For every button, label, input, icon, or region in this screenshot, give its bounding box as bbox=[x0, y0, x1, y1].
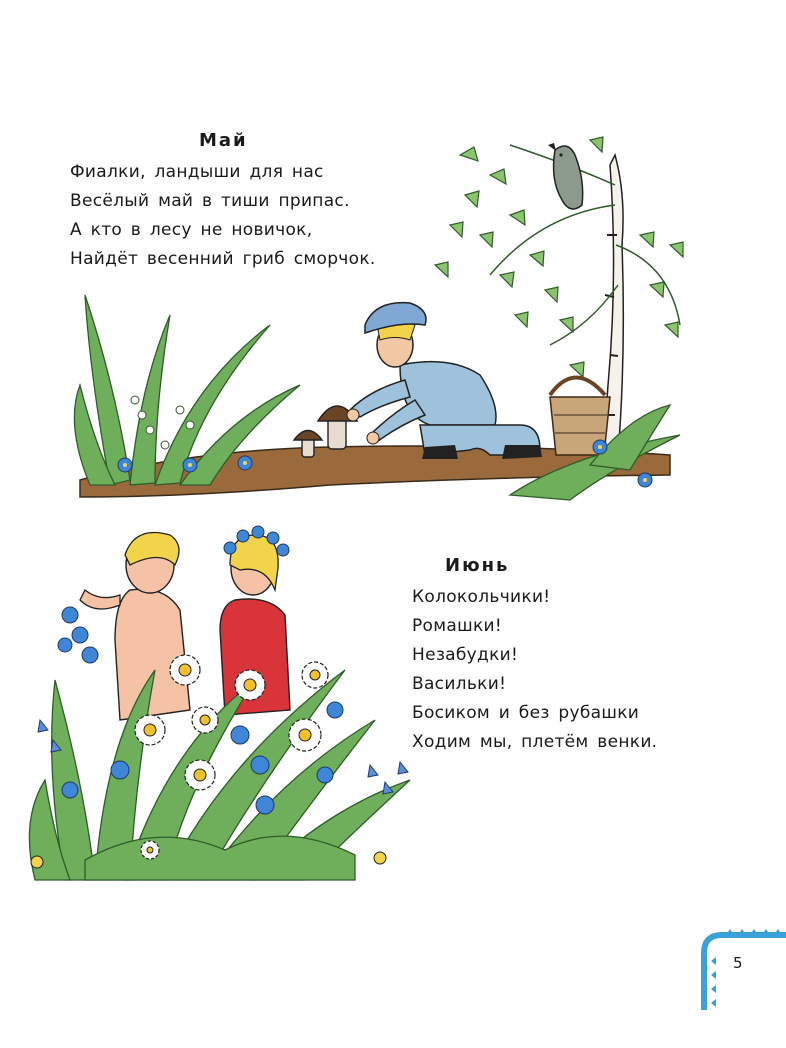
june-poem-title: Июнь bbox=[445, 555, 510, 576]
bird bbox=[548, 143, 583, 209]
poem-line: Найдёт весенний гриб сморчок. bbox=[70, 249, 376, 269]
poem-line: Фиалки, ландыши для нас bbox=[70, 162, 324, 182]
poem-line: Ходим мы, плетём венки. bbox=[412, 732, 658, 752]
poem-line: Колокольчики! bbox=[412, 587, 551, 607]
triangle-border-icon bbox=[711, 929, 782, 1007]
poem-line: Весёлый май в тиши припас. bbox=[70, 191, 350, 211]
page-corner-ornament bbox=[700, 925, 786, 1010]
poem-line: Ромашки! bbox=[412, 616, 502, 636]
poem-line: Васильки! bbox=[412, 674, 507, 694]
poem-line: Незабудки! bbox=[412, 645, 519, 665]
june-poem-lines bbox=[412, 583, 657, 757]
poem-line: Босиком и без рубашки bbox=[412, 703, 640, 723]
page-number: 5 bbox=[733, 954, 743, 972]
june-illustration bbox=[25, 520, 415, 885]
may-illustration bbox=[70, 125, 690, 505]
poem-line: А кто в лесу не новичок, bbox=[70, 220, 313, 240]
boy-figure bbox=[80, 533, 190, 721]
boy-figure bbox=[347, 303, 542, 459]
cornflower-icon bbox=[58, 607, 98, 663]
meadow-grass bbox=[29, 670, 410, 880]
may-poem-title: Май bbox=[199, 130, 248, 151]
